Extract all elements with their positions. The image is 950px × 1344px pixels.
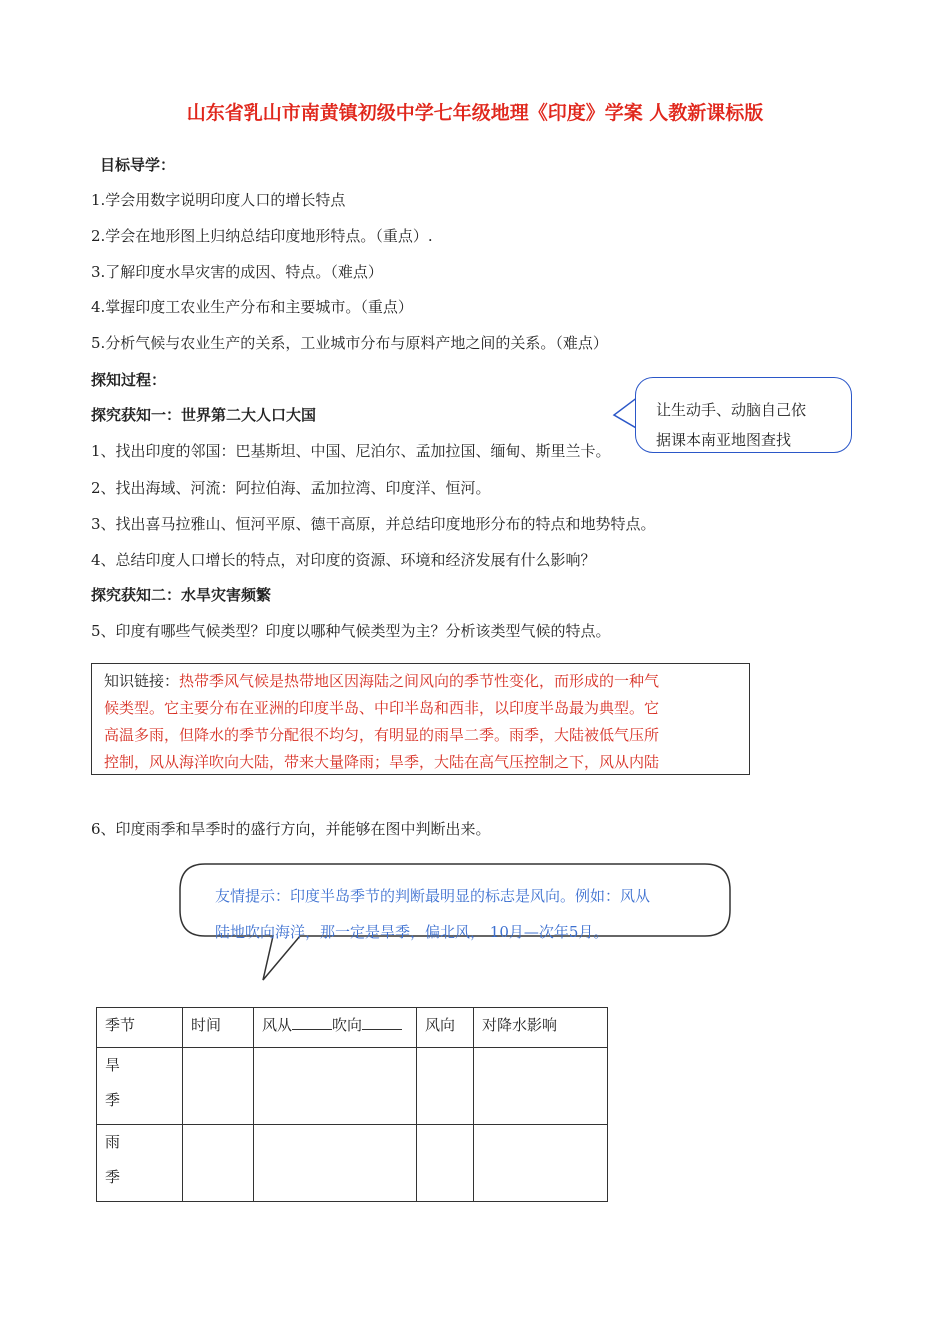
knowledge-label: 知识链接： (104, 672, 180, 690)
header-direction: 风向 (425, 1016, 456, 1034)
blank-underline (292, 1015, 332, 1030)
section1-item: 1、找出印度的邻国：巴基斯坦、中国、尼泊尔、孟加拉国、缅甸、斯里兰卡。 (91, 442, 611, 460)
callout-tip (635, 377, 852, 453)
table-cell[interactable] (417, 1125, 474, 1202)
table-cell[interactable] (183, 1048, 254, 1125)
knowledge-text: 高温多雨，但降水的季节分配很不均匀，有明显的雨旱二季。雨季，大陆被低气压所 (104, 726, 660, 744)
table-row (97, 1048, 608, 1125)
wind-season-table (96, 1007, 608, 1202)
table-cell[interactable] (417, 1048, 474, 1125)
header-season: 季节 (105, 1016, 136, 1034)
goal-item: 2.学会在地形图上归纳总结印度地形特点。（重点）. (91, 227, 433, 245)
header-time: 时间 (191, 1016, 222, 1034)
section2-heading: 探究获知二：水旱灾害频繁 (91, 586, 272, 604)
hint-line: 友情提示：印度半岛季节的判断最明显的标志是风向。例如：风从 (215, 887, 651, 905)
goals-heading: 目标导学： (100, 156, 176, 174)
header-wind-from-to: 风从 吹向 (254, 1008, 416, 1041)
knowledge-text: 热带季风气候是热带地区因海陆之间风向的季节性变化，而形成的一种气 (179, 672, 660, 690)
knowledge-text: 候类型。它主要分布在亚洲的印度半岛、中印半岛和西非，以印度半岛最为典型。它 (104, 699, 660, 717)
callout-line: 让生动手、动脑自己依 (656, 401, 807, 419)
question-5: 5、印度有哪些气候类型？印度以哪种气候类型为主？分析该类型气候的特点。 (91, 622, 611, 640)
goal-item: 4.掌握印度工农业生产分布和主要城市。（重点） (91, 298, 413, 316)
season-cell: 雨 季 (105, 1133, 121, 1186)
callout-line: 据课本南亚地图查找 (656, 431, 792, 449)
section1-item: 2、找出海域、河流：阿拉伯海、孟加拉湾、印度洋、恒河。 (91, 479, 491, 497)
season-cell: 旱 季 (105, 1056, 121, 1109)
goal-item: 3.了解印度水旱灾害的成因、特点。（难点） (91, 263, 383, 281)
table-cell[interactable] (254, 1125, 417, 1202)
table-cell[interactable] (183, 1125, 254, 1202)
knowledge-text: 控制，风从海洋吹向大陆，带来大量降雨；旱季，大陆在高气压控制之下，风从内陆 (104, 753, 660, 771)
section1-item: 3、找出喜马拉雅山、恒河平原、德干高原，并总结印度地形分布的特点和地势特点。 (91, 515, 656, 533)
knowledge-box (91, 663, 750, 775)
header-effect: 对降水影响 (482, 1016, 558, 1034)
process-heading: 探知过程： (91, 371, 167, 389)
section1-item: 4、总结印度人口增长的特点，对印度的资源、环境和经济发展有什么影响？ (91, 551, 596, 569)
goal-item: 1.学会用数字说明印度人口的增长特点 (91, 191, 346, 209)
table-row (97, 1125, 608, 1202)
hint-line: 陆地吹向海洋，那一定是旱季，偏北风， 10月—次年5月。 (215, 923, 609, 941)
section1-heading: 探究获知一：世界第二大人口大国 (91, 406, 317, 424)
page-title: 山东省乳山市南黄镇初级中学七年级地理《印度》学案 人教新课标版 (186, 102, 764, 124)
goal-item: 5.分析气候与农业生产的关系，工业城市分布与原料产地之间的关系。（难点） (91, 334, 608, 352)
question-6: 6、印度雨季和旱季时的盛行方向，并能够在图中判断出来。 (91, 820, 491, 838)
table-cell[interactable] (474, 1048, 608, 1125)
table-cell[interactable] (474, 1125, 608, 1202)
table-cell[interactable] (254, 1048, 417, 1125)
blank-underline (362, 1015, 402, 1030)
